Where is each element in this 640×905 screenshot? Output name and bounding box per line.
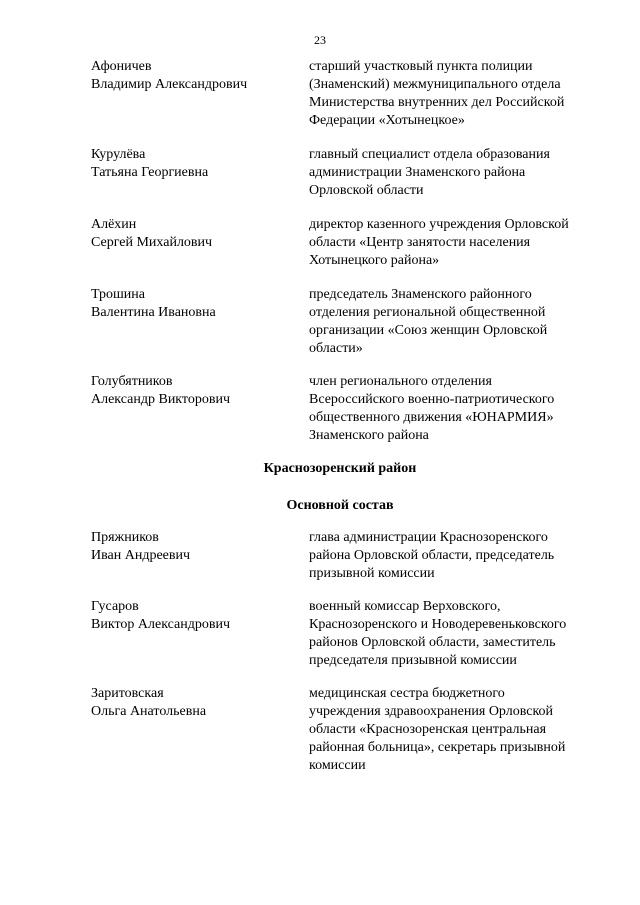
subsection-title: Основной состав: [286, 498, 394, 513]
member-position-line: администрации Знаменского района: [309, 165, 526, 180]
member-position-line: призывной комиссии: [309, 566, 435, 581]
member-given-names: Виктор Александрович: [91, 617, 231, 632]
member-surname: Трошина: [91, 287, 145, 302]
member-position-line: организации «Союз женщин Орловской: [309, 323, 548, 338]
member-position-line: района Орловской области, председатель: [309, 548, 555, 563]
member-position-line: учреждения здравоохранения Орловской: [309, 704, 554, 719]
member-position-line: глава администрации Краснозоренского: [309, 530, 548, 545]
member-given-names: Валентина Ивановна: [91, 305, 216, 320]
member-given-names: Ольга Анатольевна: [91, 704, 207, 719]
member-position-line: комиссии: [309, 758, 366, 773]
member-surname: Алёхин: [91, 217, 137, 232]
member-surname: Пряжников: [91, 530, 159, 545]
member-position-line: Орловской области: [309, 183, 424, 198]
member-surname: Гусаров: [91, 599, 139, 614]
section-title: Краснозоренский район: [263, 461, 417, 476]
member-surname: Афоничев: [91, 59, 152, 74]
member-position-line: районов Орловской области, заместитель: [309, 635, 556, 650]
member-position-line: Федерации «Хотынецкое»: [309, 113, 465, 128]
member-surname: Курулёва: [91, 147, 146, 162]
page-number: 23: [314, 33, 326, 47]
member-surname: Заритовская: [91, 686, 164, 701]
member-position-line: председателя призывной комиссии: [309, 653, 517, 668]
member-position-line: председатель Знаменского районного: [309, 287, 532, 302]
member-position-line: отделения региональной общественной: [309, 305, 546, 320]
member-position-line: области «Краснозоренская центральная: [309, 722, 547, 737]
member-given-names: Иван Андреевич: [91, 548, 191, 563]
member-position-line: области «Центр занятости населения: [309, 235, 531, 250]
member-position-line: старший участковый пункта полиции: [309, 59, 533, 74]
member-position-line: Знаменского района: [309, 428, 429, 443]
member-given-names: Александр Викторович: [91, 392, 231, 407]
member-position-line: медицинская сестра бюджетного: [309, 686, 505, 701]
member-position-line: (Знаменский) межмуниципального отдела: [309, 77, 561, 92]
member-position-line: Министерства внутренних дел Российской: [309, 95, 565, 110]
member-position-line: общественного движения «ЮНАРМИЯ»: [309, 410, 554, 425]
member-given-names: Владимир Александрович: [91, 77, 248, 92]
member-position-line: Краснозоренского и Новодеревеньковского: [309, 617, 567, 632]
member-surname: Голубятников: [91, 374, 173, 389]
member-position-line: Хотынецкого района»: [309, 253, 440, 268]
member-position-line: директор казенного учреждения Орловской: [309, 217, 569, 232]
member-position-line: районная больница», секретарь призывной: [309, 740, 566, 755]
member-position-line: Всероссийского военно-патриотического: [309, 392, 555, 407]
member-position-line: главный специалист отдела образования: [309, 147, 550, 162]
member-given-names: Татьяна Георгиевна: [91, 165, 209, 180]
member-given-names: Сергей Михайлович: [91, 235, 213, 250]
member-position-line: военный комиссар Верховского,: [309, 599, 501, 614]
member-position-line: области»: [309, 341, 363, 356]
member-position-line: член регионального отделения: [309, 374, 492, 389]
